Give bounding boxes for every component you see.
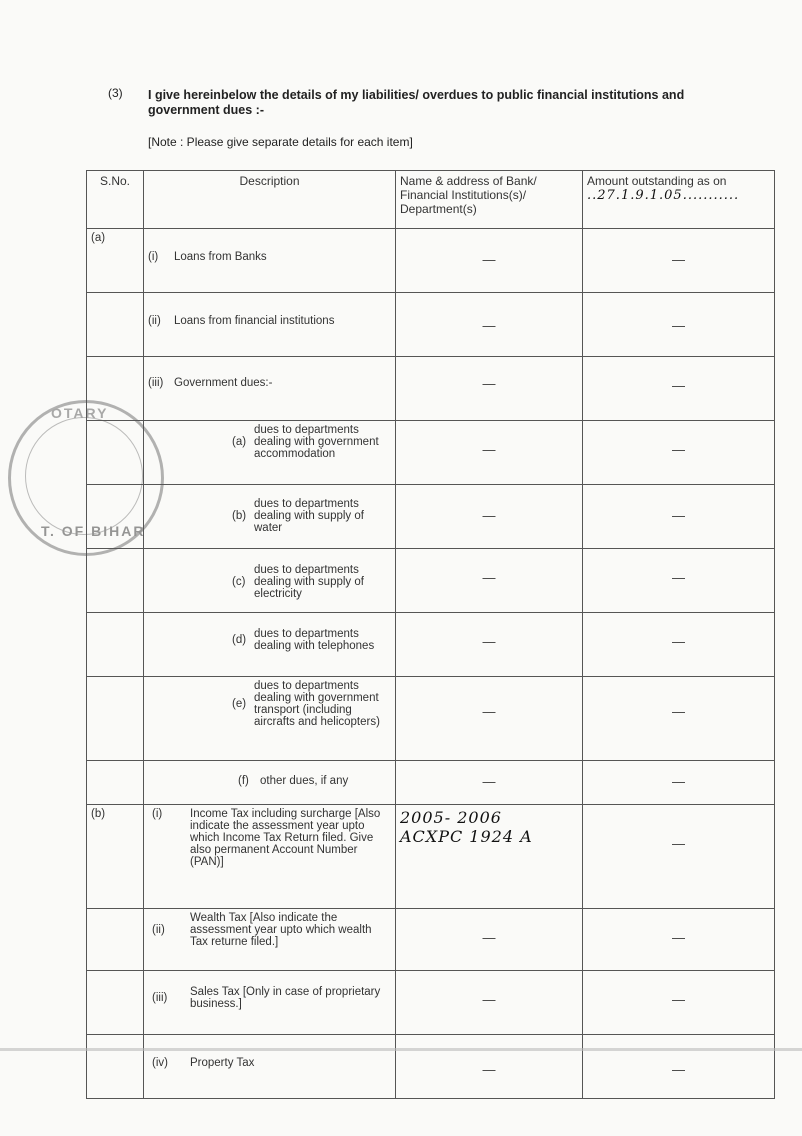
paragraph-text: I give hereinbelow the details of my liabilities/ overdues to public financial institutions and government dues :- xyxy=(148,88,685,117)
handwritten-assessment-year: 2005- 2006 xyxy=(400,808,502,827)
item-number: (e) xyxy=(232,698,247,710)
table-row xyxy=(87,613,775,677)
dash-mark: — xyxy=(482,704,496,719)
table-row xyxy=(87,549,775,613)
table-row xyxy=(87,421,775,485)
item-text: dues to departments dealing with telephones xyxy=(254,628,375,652)
item-number: (d) xyxy=(232,634,247,646)
table-row xyxy=(87,293,775,357)
item-text: dues to departments dealing with government transport (including aircrafts and helicopters) xyxy=(254,680,380,728)
header-amount-date: ..27.1.9.1.05........... xyxy=(587,188,740,203)
item-text: Wealth Tax [Also indicate the assessment year upto which wealth Tax returne filed.] xyxy=(190,912,372,948)
handwritten-pan: ACXPC 1924 A xyxy=(400,827,533,846)
row-description xyxy=(144,229,396,293)
dash-mark: — xyxy=(482,774,496,789)
row-sno: (b) xyxy=(87,805,144,909)
paragraph-number: (3) xyxy=(108,86,123,100)
table-row xyxy=(87,971,775,1035)
item-number: (iii) xyxy=(152,992,168,1004)
row-sno: (a) xyxy=(87,229,144,293)
item-text: dues to departments dealing with supply of water xyxy=(254,498,364,534)
item-number: (f) xyxy=(238,775,249,787)
item-text: Loans from Banks xyxy=(174,251,267,263)
table-row xyxy=(87,485,775,549)
table-row xyxy=(87,909,775,971)
item-text: dues to departments dealing with government accommodation xyxy=(254,424,379,460)
header-amount-label: Amount outstanding as on xyxy=(587,174,727,188)
table-header-row xyxy=(87,171,775,229)
item-number: (iv) xyxy=(152,1057,168,1069)
dash-mark: — xyxy=(672,992,685,1007)
dash-mark: — xyxy=(482,570,496,585)
item-text: Loans from financial institutions xyxy=(174,315,335,327)
scan-artifact-line xyxy=(0,1048,802,1051)
item-text: dues to departments dealing with supply of electricity xyxy=(254,564,364,600)
dash-mark: — xyxy=(672,570,685,585)
header-name-address: Name & address of Bank/ Financial Institutions(s)/ Department(s) xyxy=(396,171,583,229)
item-text: Income Tax including surcharge [Also indicate the assessment year upto which Income Tax Return filed. Give also permanent Account Number (PAN)] xyxy=(190,808,381,868)
item-number: (iii) xyxy=(148,377,164,389)
row-name-address xyxy=(396,805,583,909)
dash-mark: — xyxy=(672,930,685,945)
header-amount xyxy=(583,171,775,229)
note-text: [Note : Please give separate details for each item] xyxy=(148,135,413,149)
dash-mark: — xyxy=(672,774,685,789)
item-text: Government dues:- xyxy=(174,377,273,389)
dash-mark: — xyxy=(672,378,685,393)
row-name-address xyxy=(396,229,583,293)
item-text: Property Tax xyxy=(190,1057,255,1070)
liabilities-table xyxy=(86,170,775,1099)
dash-mark: — xyxy=(482,1062,496,1077)
item-text: other dues, if any xyxy=(260,775,349,788)
stamp-top-text: OTARY xyxy=(51,405,109,421)
dash-mark: — xyxy=(482,930,496,945)
dash-mark: — xyxy=(672,508,685,523)
item-number: (b) xyxy=(232,510,247,522)
dash-mark: — xyxy=(672,1062,685,1077)
dash-mark: — xyxy=(672,836,685,851)
dash-mark: — xyxy=(672,634,685,649)
dash-mark: — xyxy=(672,704,685,719)
stamp-bottom-text: T. OF BIHAR xyxy=(41,523,146,539)
dash-mark: — xyxy=(482,442,496,457)
item-number: (i) xyxy=(148,251,159,263)
table-row xyxy=(87,1035,775,1099)
dash-mark: — xyxy=(672,442,685,457)
dash-mark: — xyxy=(482,376,496,391)
item-number: (a) xyxy=(232,436,247,448)
row-amount xyxy=(583,229,775,293)
table-row xyxy=(87,761,775,805)
header-sno: S.No. xyxy=(87,171,144,229)
dash-mark: — xyxy=(482,508,496,523)
item-number: (ii) xyxy=(152,924,165,936)
dash-mark: — xyxy=(482,252,496,267)
table-row xyxy=(87,677,775,761)
table-row xyxy=(87,805,775,909)
dash-mark: — xyxy=(672,318,685,333)
dash-mark: — xyxy=(482,992,496,1007)
item-number: (ii) xyxy=(148,315,161,327)
item-number: (c) xyxy=(232,576,246,588)
dash-mark: — xyxy=(672,252,685,267)
dash-mark: — xyxy=(482,318,496,333)
dash-mark: — xyxy=(482,634,496,649)
header-description: Description xyxy=(144,171,396,229)
table-row xyxy=(87,357,775,421)
table-row xyxy=(87,229,775,293)
item-number: (i) xyxy=(152,808,163,820)
item-text: Sales Tax [Only in case of proprietary business.] xyxy=(190,986,381,1010)
